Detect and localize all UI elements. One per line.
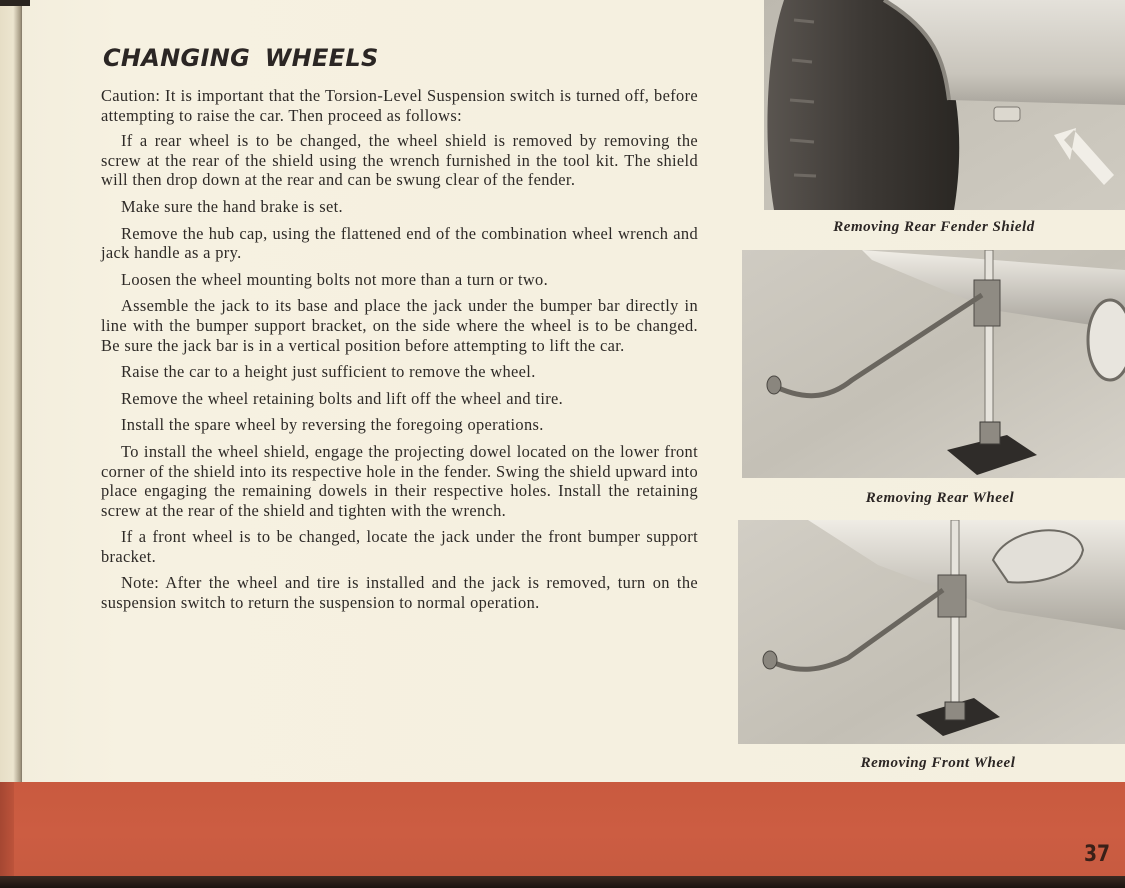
figure-caption: Removing Rear Fender Shield (833, 219, 1035, 235)
figure-caption: Removing Rear Wheel (865, 490, 1015, 506)
caution-paragraph: Caution: It is important that the Torsion-Level Suspension switch is turned off, before attempting to raise the car. Then proceed as follows: (101, 86, 698, 125)
instruction-paragraph: Remove the hub cap, using the flattened end of the combination wheel wrench and jack handle as a pry. (101, 223, 698, 263)
jack-under-front-bumper-photo (738, 520, 1125, 744)
instruction-paragraph: If a front wheel is to be changed, locate the jack under the front bumper support bracket. (101, 527, 698, 566)
instructions-text (101, 86, 698, 620)
note-paragraph: Note: After the wheel and tire is installed and the jack is removed, turn on the suspension switch to return the suspension to normal operation. (101, 573, 698, 613)
instruction-paragraph: Assemble the jack to its base and place the jack under the bumper bar directly in line with the bumper support bracket, on the side where the wheel is to be changed. Be sure the jack bar is in a vertical position before attempting to lift the car. (101, 296, 698, 355)
figure-rear-wheel (742, 250, 1125, 478)
rear-fender-shield-photo (764, 0, 1125, 210)
instruction-paragraph: Install the spare wheel by reversing the foregoing operations. (121, 415, 544, 435)
instruction-paragraph: If a rear wheel is to be changed, the wheel shield is removed by removing the screw at the rear of the shield using the wrench furnished in the tool kit. The shield will then drop down at the rear and can be swung clear of the fender. (101, 131, 698, 190)
previous-page-edge (0, 0, 22, 790)
figure-caption: Removing Front Wheel (860, 755, 1016, 771)
jack-under-rear-bumper-photo (742, 250, 1125, 478)
instruction-paragraph: Make sure the hand brake is set. (121, 196, 343, 216)
bottom-shadow (0, 876, 1125, 888)
figure-rear-fender-shield (764, 0, 1125, 210)
binding-shadow (0, 0, 30, 6)
page-number: 37 (1084, 842, 1111, 867)
footer-band (14, 782, 1125, 884)
figure-front-wheel (738, 520, 1125, 744)
page-title: CHANGING WHEELS (103, 44, 379, 72)
instruction-paragraph: To install the wheel shield, engage the projecting dowel located on the lower front corner of the shield into its respective hole in the fender. Swing the shield upward into place engaging the remaining dowels in their respective holes. Install the retaining screw at the rear of the shield and tighten with the wrench. (101, 441, 698, 520)
instruction-paragraph: Raise the car to a height just sufficient to remove the wheel. (121, 362, 536, 382)
instruction-paragraph: Remove the wheel retaining bolts and lift off the wheel and tire. (121, 388, 564, 408)
instruction-paragraph: Loosen the wheel mounting bolts not more than a turn or two. (121, 269, 549, 289)
